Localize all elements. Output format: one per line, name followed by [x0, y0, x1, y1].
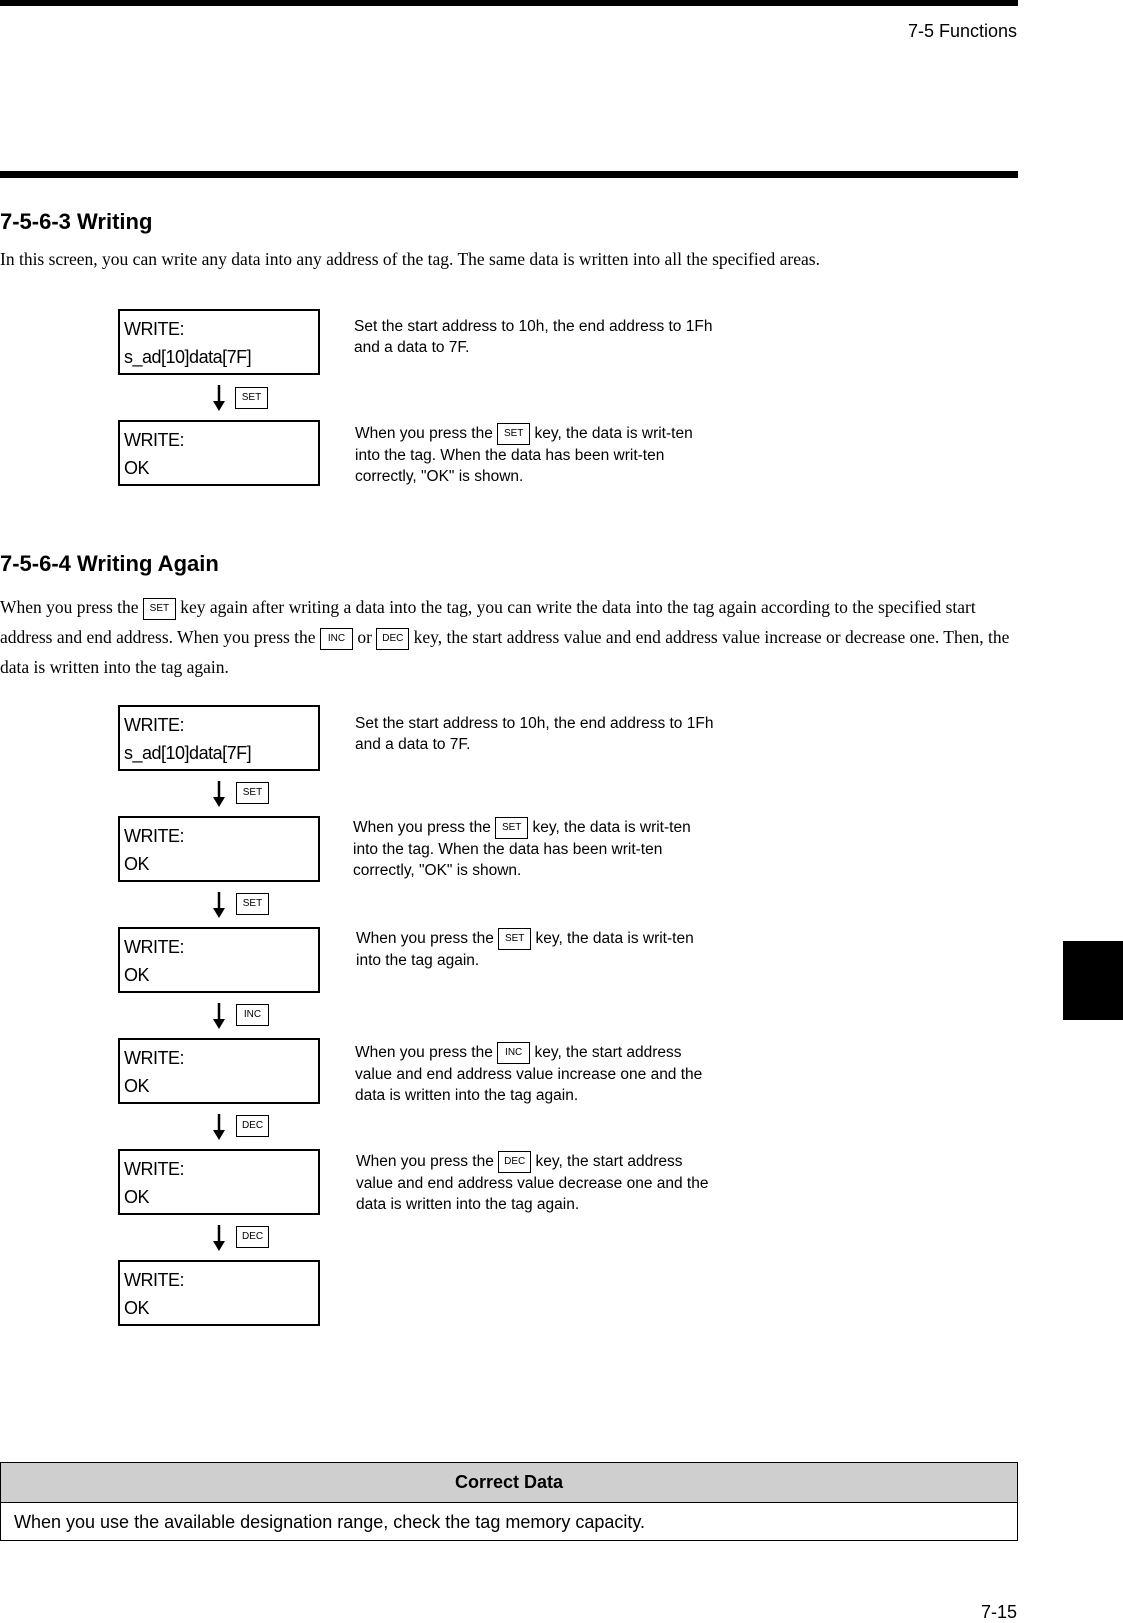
step-description: [355, 423, 715, 487]
page-number: 7-15: [980, 1602, 1017, 1622]
desc-text: key, the start address value and end address value increase one and the data is written into the tag again.: [355, 1044, 703, 1104]
dec-key-icon: DEC: [236, 1115, 269, 1137]
lcd-screen: [118, 927, 320, 993]
set-key-icon: SET: [497, 423, 530, 445]
down-arrow-icon: [212, 781, 226, 807]
desc-text: When you press the: [353, 819, 496, 837]
section-rule: [0, 171, 1018, 178]
step-description: [356, 928, 716, 971]
correct-data-box: [0, 1462, 1018, 1541]
chapter-tab: [1063, 941, 1123, 1020]
intro-text: key again after writing a data into the tag, you can write the data into the tag again according to the specified start address and end address. When you press the: [0, 597, 976, 647]
step-description: [355, 1042, 715, 1106]
lcd-line-2: OK: [124, 1187, 150, 1207]
step-description: Set the start address to 10h, the end address to 1Fh and a data to 7F.: [355, 715, 714, 753]
desc-text: key, the data is writ-ten into the tag. When the data has been writ-ten correctly, "OK" is shown.: [355, 425, 693, 485]
lcd-line-2: OK: [124, 458, 150, 478]
down-arrow-icon: [212, 385, 226, 411]
correct-data-text: When you use the available designation range, check the tag memory capacity.: [14, 1512, 646, 1532]
lcd-line-2: OK: [124, 965, 150, 985]
section-title-writing-again: 7-5-6-4 Writing Again: [0, 551, 219, 576]
lcd-screen: [118, 1149, 320, 1215]
step-description: [353, 817, 713, 881]
desc-text: When you press the: [355, 1044, 498, 1062]
desc-text: key, the data is writ-ten into the tag. When the data has been writ-ten correctly, "OK" is shown.: [353, 819, 691, 879]
dec-key-icon: DEC: [376, 628, 409, 650]
section-title-writing: 7-5-6-3 Writing: [0, 209, 153, 234]
step-description: [356, 1151, 716, 1215]
section-intro-writing: In this screen, you can write any data into any address of the tag. The same data is written into all the specified areas.: [0, 249, 820, 269]
desc-text: When you press the: [356, 930, 499, 948]
down-arrow-icon: [212, 1225, 226, 1251]
set-key-icon: SET: [498, 928, 531, 950]
set-key-icon: SET: [236, 782, 269, 804]
correct-data-title: Correct Data: [1, 1463, 1017, 1503]
lcd-line-2: s_ad[10]data[7F]: [124, 347, 252, 367]
intro-text: key, the start address value and end address value increase or decrease one. Then, the data is written into the tag again.: [0, 627, 1010, 677]
lcd-screen: [118, 705, 320, 771]
lcd-screen: [118, 309, 320, 375]
lcd-line-1: WRITE:: [124, 937, 184, 957]
lcd-line-1: WRITE:: [124, 1270, 184, 1290]
top-rule: [0, 0, 1018, 6]
desc-text: When you press the: [356, 1153, 499, 1171]
inc-key-icon: INC: [236, 1004, 269, 1026]
lcd-line-2: OK: [124, 854, 150, 874]
section-header: 7-5 Functions: [907, 21, 1017, 41]
lcd-line-1: WRITE:: [124, 430, 184, 450]
lcd-line-2: s_ad[10]data[7F]: [124, 743, 252, 763]
desc-text: key, the start address value and end address value decrease one and the data is written into the tag again.: [356, 1153, 709, 1213]
lcd-line-1: WRITE:: [124, 715, 184, 735]
lcd-line-1: WRITE:: [124, 319, 184, 339]
lcd-line-2: OK: [124, 1076, 150, 1096]
down-arrow-icon: [212, 892, 226, 918]
desc-text: key, the data is writ-ten into the tag again.: [356, 930, 694, 969]
set-key-icon: SET: [235, 387, 268, 409]
lcd-line-1: WRITE:: [124, 826, 184, 846]
intro-text: or: [352, 627, 377, 647]
set-key-icon: SET: [236, 893, 269, 915]
inc-key-icon: INC: [497, 1042, 530, 1064]
inc-key-icon: INC: [320, 628, 353, 650]
set-key-icon: SET: [495, 817, 528, 839]
dec-key-icon: DEC: [236, 1226, 269, 1248]
lcd-line-2: OK: [124, 1298, 150, 1318]
desc-text: When you press the: [355, 425, 498, 443]
section-intro-writing-again: [0, 592, 1015, 682]
set-key-icon: SET: [143, 598, 176, 620]
down-arrow-icon: [212, 1114, 226, 1140]
lcd-line-1: WRITE:: [124, 1048, 184, 1068]
lcd-screen: [118, 1038, 320, 1104]
dec-key-icon: DEC: [498, 1151, 531, 1173]
down-arrow-icon: [212, 1003, 226, 1029]
intro-text: When you press the: [0, 597, 143, 617]
lcd-line-1: WRITE:: [124, 1159, 184, 1179]
step-description: Set the start address to 10h, the end address to 1Fh and a data to 7F.: [354, 318, 713, 356]
lcd-screen: [118, 816, 320, 882]
lcd-screen: [118, 420, 320, 486]
lcd-screen: [118, 1260, 320, 1326]
